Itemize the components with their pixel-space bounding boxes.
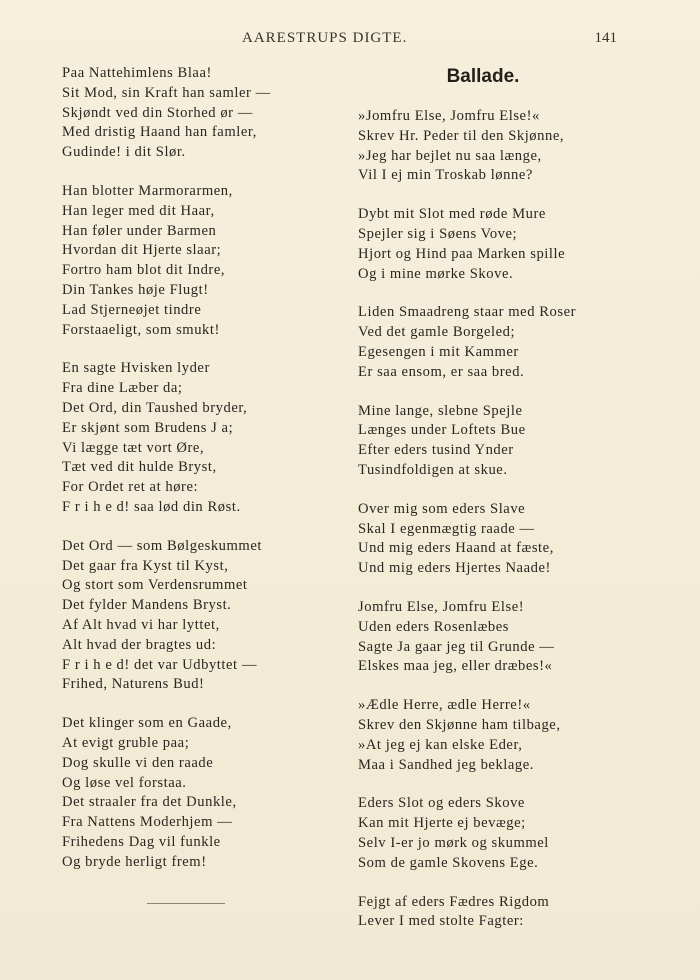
verse-line: Spejler sig i Søens Vove; [358,225,518,242]
verse-line: Gudinde! i dit Slør. [62,144,186,161]
verse-line: Und mig eders Haand at fæste, [358,540,554,557]
verse-line: Og løse vel forstaa. [62,774,187,791]
verse-line: Det fylder Mandens Bryst. [62,597,232,614]
section-divider [147,903,225,904]
verse-line: Alt hvad der bragtes ud: [62,636,217,653]
verse-line: Det Ord — som Bølgeskummet [62,537,262,554]
verse-line: Kan mit Hjerte ej bevæge; [358,815,526,832]
stanza [62,64,310,163]
verse-line: At evigt gruble paa; [62,734,190,751]
verse-line: Paa Nattehimlens Blaa! [62,65,212,81]
verse-line: Fejgt af eders Fædres Rigdom [358,893,550,910]
stanza [358,205,608,284]
verse-line: Er saa ensom, er saa bred. [358,363,525,380]
verse-line: »Jomfru Else, Jomfru Else!« [358,108,540,124]
verse-line: Det klinger som en Gaade, [62,715,232,732]
verse-line: Frihed, Naturens Bud! [62,676,205,693]
verse-line: Som de gamle Skovens Ege. [358,854,539,871]
verse-line: Fra Nattens Moderhjem — [62,814,233,831]
verse-line: Fortro ham blot dit Indre, [62,262,226,279]
verse-line: Din Tankes høje Flugt! [62,281,209,298]
verse-line: Eders Slot og eders Skove [358,795,525,812]
verse-line: Han føler under Barmen [62,222,217,239]
stanza [358,598,608,677]
verse-line: Og i mine mørke Skove. [358,265,514,282]
verse-line: Liden Smaadreng staar med Roser [358,304,577,321]
verse-line: F r i h e d! det var Udbyttet — [62,656,257,673]
verse-line: Lad Stjerneøjet tindre [62,301,202,318]
verse-line: Elskes maa jeg, eller dræbes!« [358,658,553,675]
ballad-stanzas [358,107,608,932]
verse-line: Længes under Loftets Bue [358,422,526,439]
verse-line: Tusindfoldigen at skue. [358,461,508,478]
verse-line: Egesengen i mit Kammer [358,343,519,360]
verse-line: Vil I ej min Troskab lønne? [358,167,533,184]
verse-line: Skrev Hr. Peder til den Skjønne, [358,127,565,144]
verse-line: Sagte Ja gaar jeg til Grunde — [358,638,555,655]
verse-line: Skrev den Skjønne ham tilbage, [358,716,561,733]
verse-line: Jomfru Else, Jomfru Else! [358,598,525,615]
running-title: AARESTRUPS DIGTE. [242,30,408,46]
right-column-ballad [358,64,608,951]
verse-line: Uden eders Rosenlæbes [358,618,509,635]
page-number: 141 [594,30,617,46]
verse-line: Sit Mod, sin Kraft han samler — [62,84,271,101]
verse-line: Vi lægge tæt vort Øre, [62,439,205,456]
verse-line: Tæt ved dit hulde Bryst, [62,459,217,476]
verse-line: Med dristig Haand han famler, [62,124,257,141]
stanza [358,500,608,579]
verse-line: For Ordet ret at høre: [62,479,199,496]
stanza [358,794,608,873]
stanza [358,696,608,775]
running-header [0,30,700,50]
verse-line: Und mig eders Hjertes Naade! [358,560,551,577]
verse-line: Skal I egenmægtig raade — [358,520,535,537]
verse-line: Forstaaeligt, som smukt! [62,321,220,338]
left-column-poem [62,64,310,891]
verse-line: Det straaler fra det Dunkle, [62,794,237,811]
verse-line: En sagte Hvisken lyder [62,360,210,377]
stanza [358,402,608,481]
verse-line: Over mig som eders Slave [358,500,526,517]
verse-line: »Jeg har bejlet nu saa længe, [358,147,542,164]
verse-line: Hvordan dit Hjerte slaar; [62,242,222,259]
verse-line: Frihedens Dag vil funkle [62,833,221,850]
poem-title: Ballade. [446,66,520,87]
verse-line: Hjort og Hind paa Marken spille [358,245,566,262]
verse-line: F r i h e d! saa lød din Røst. [62,498,241,515]
stanza [358,893,608,933]
verse-line: Og stort som Verdensrummet [62,577,248,594]
verse-line: Lever I med stolte Fagter: [358,913,524,930]
verse-line: Skjøndt ved din Storhed ør — [62,104,253,121]
verse-line: Er skjønt som Brudens J a; [62,419,234,436]
stanza [62,359,310,517]
verse-line: Det gaar fra Kyst til Kyst, [62,557,229,574]
verse-line: Dog skulle vi den raade [62,754,214,771]
verse-line: Mine lange, slebne Spejle [358,402,523,419]
stanza [358,303,608,382]
stanza [62,714,310,872]
verse-line: Maa i Sandhed jeg beklage. [358,756,534,773]
verse-line: Det Ord, din Taushed bryder, [62,399,248,416]
stanza [62,537,310,695]
stanza [358,107,608,186]
verse-line: Og bryde herligt frem! [62,853,207,870]
verse-line: Selv I-er jo mørk og skummel [358,834,549,851]
verse-line: »Ædle Herre, ædle Herre!« [358,697,531,714]
verse-line: Efter eders tusind Ynder [358,442,514,459]
verse-line: Fra dine Læber da; [62,380,183,397]
verse-line: Ved det gamle Borgeled; [358,324,516,341]
verse-line: Dybt mit Slot med røde Mure [358,206,546,223]
verse-line: Han blotter Marmorarmen, [62,182,233,199]
stanza [62,182,310,340]
verse-line: »At jeg ej kan elske Eder, [358,736,523,753]
verse-line: Han leger med dit Haar, [62,202,215,219]
verse-line: Af Alt hvad vi har lyttet, [62,616,220,633]
